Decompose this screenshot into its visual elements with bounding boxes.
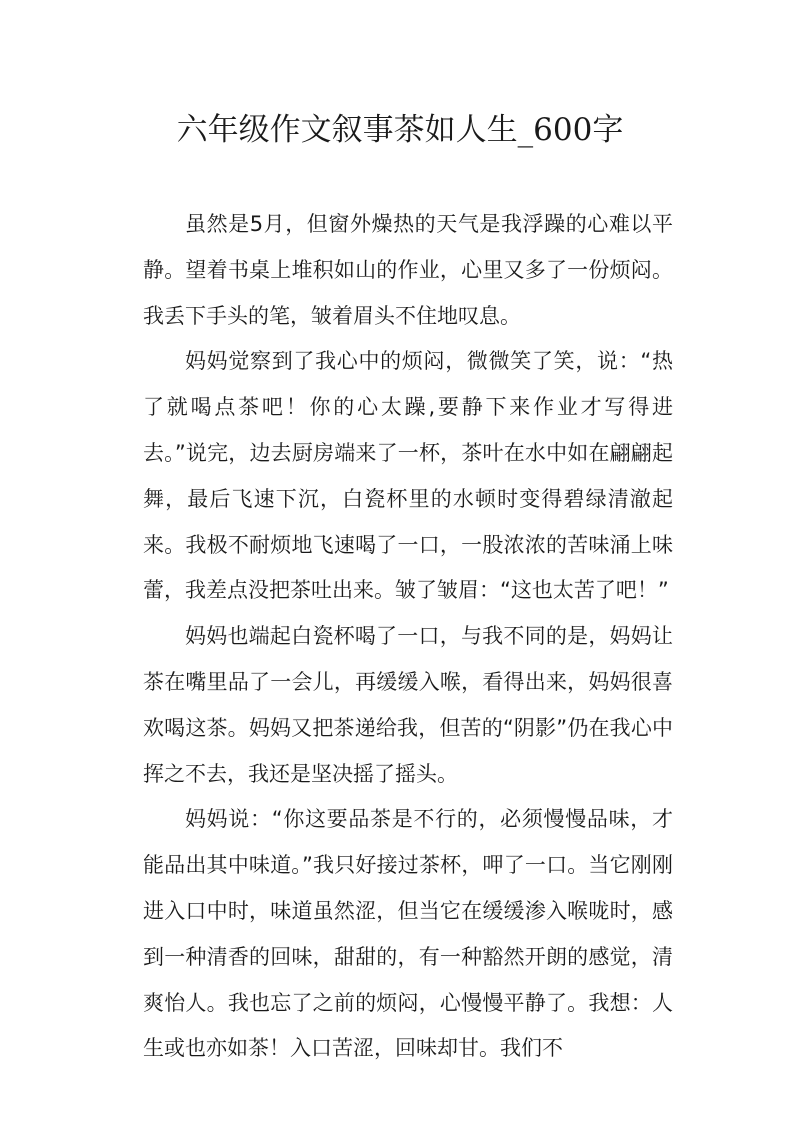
paragraph-1: 虽然是5月，但窗外燥热的天气是我浮躁的心难以平静。望着书桌上堆积如山的作业，心里又多了一份烦闷。我丢下手头的笔，皱着眉头不住地叹息。 [143,212,673,328]
paragraph-3: 妈妈也端起白瓷杯喝了一口，与我不同的是，妈妈让茶在嘴里品了一会儿，再缓缓入喉，看得出来，妈妈很喜欢喝这茶。妈妈又把茶递给我，但苦的“阴影”仍在我心中挥之不去，我还是坚决摇了摇头。 [143,624,673,786]
document-body [143,202,673,1072]
paragraph-4: 妈妈说：“你这要品茶是不行的，必须慢慢品味，才能品出其中味道。”我只好接过茶杯，呷了一口。当它刚刚进入口中时，味道虽然涩，但当它在缓缓渗入喉咙时，感到一种清香的回味，甜甜的，有一种豁然开朗的感觉，清爽怡人。我也忘了之前的烦闷，心慢慢平静了。我想：人生或也亦如茶！入口苦涩，回味却甘。我们不 [143,807,673,1061]
document-title: 六年级作文叙事茶如人生_600字 [176,112,624,148]
paragraph-2: 妈妈觉察到了我心中的烦闷，微微笑了笑，说：“热了就喝点茶吧！你的心太躁,要静下来作业才写得进去。”说完，边去厨房端来了一杯，茶叶在水中如在翩翩起舞，最后飞速下沉，白瓷杯里的水顿时变得碧绿清澈起来。我极不耐烦地飞速喝了一口，一股浓浓的苦味涌上味蕾，我差点没把茶吐出来。皱了皱眉：“这也太苦了吧！” [143,349,673,603]
